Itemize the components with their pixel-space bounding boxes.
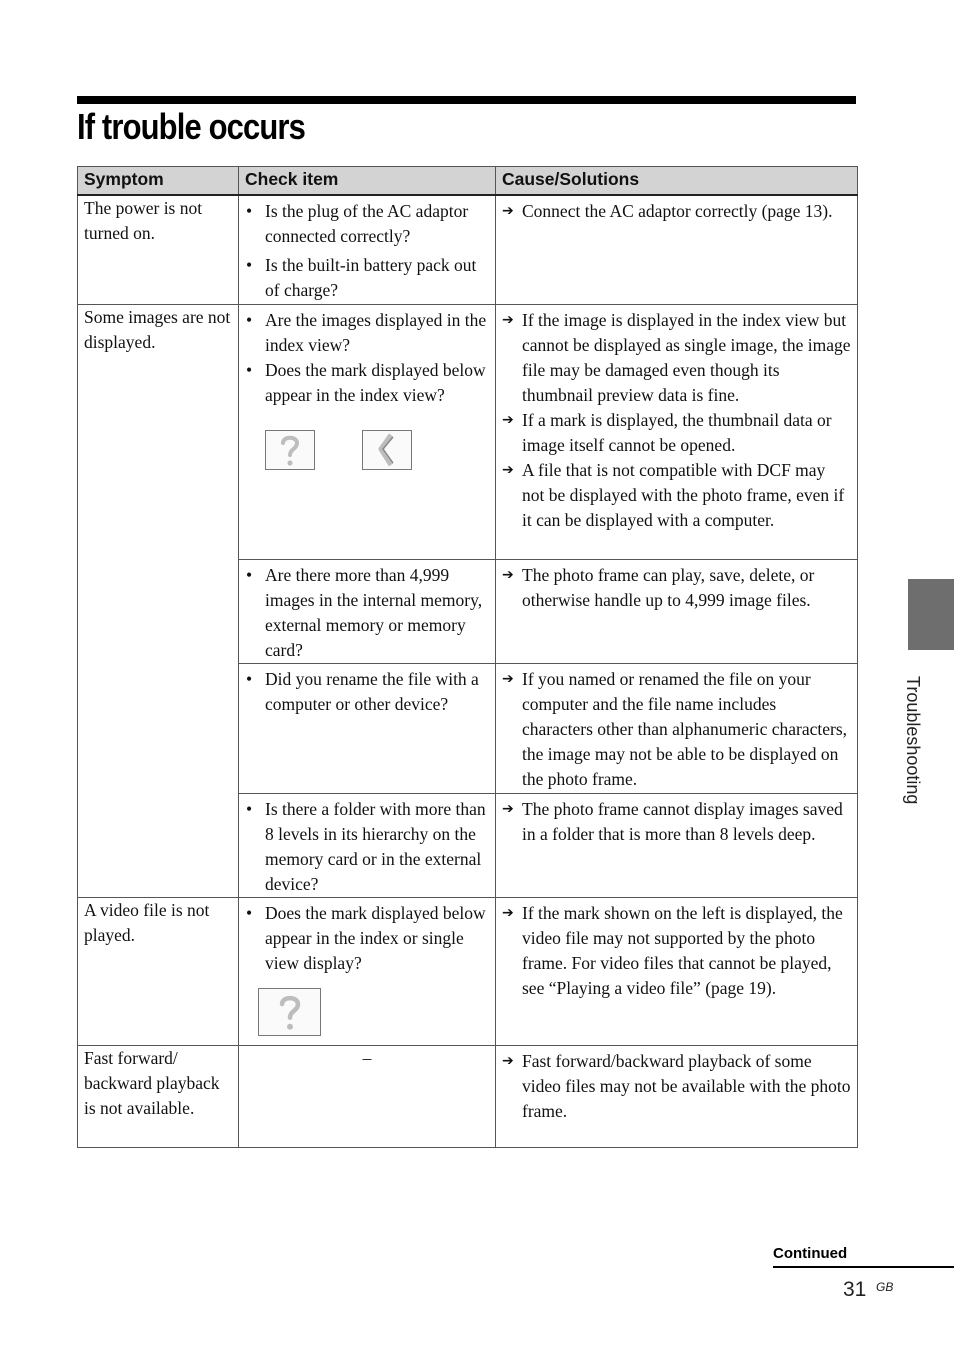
question-mark-icon	[258, 988, 321, 1036]
solution-item: ➔ Fast forward/backward playback of some video files may not be available with the photo frame.	[502, 1050, 851, 1121]
arrow-icon: ➔	[502, 411, 514, 428]
solution-item: ➔ If the image is displayed in the index view but cannot be displayed as single image, the image file may be damaged even though its thumbnail preview data is fine.	[502, 309, 851, 405]
solution-item: ➔ If you named or renamed the file on your computer and the file name includes characters other than alphanumeric characters, the image may not be able to be displayed on the photo frame.	[502, 668, 848, 789]
solution-item: ➔ The photo frame can play, save, delete, or otherwise handle up to 4,999 image files.	[502, 564, 815, 610]
check-item: • Did you rename the file with a computer or other device?	[245, 667, 489, 717]
check-item: • Does the mark displayed below appear in the index view?	[245, 358, 489, 408]
solution-item: ➔ If the mark shown on the left is displayed, the video file may not supported by the photo frame. For video files that cannot be played, see “Playing a video file” (page 19).	[502, 902, 843, 998]
solution-item: ➔ Connect the AC adaptor correctly (page 13).	[502, 199, 851, 224]
broken-image-icon	[362, 430, 412, 470]
check-cell	[239, 793, 496, 897]
symptom-cell: The power is not turned on.	[78, 195, 239, 304]
solution-cell	[496, 663, 858, 793]
arrow-icon: ➔	[502, 461, 514, 478]
page-suffix: GB	[876, 1280, 894, 1294]
arrow-icon: ➔	[502, 1052, 514, 1069]
solution-cell	[496, 793, 858, 897]
check-cell	[239, 897, 496, 1045]
symptom-cell: A video file is not played.	[78, 897, 239, 1045]
section-tab	[908, 579, 954, 650]
table-row	[78, 304, 858, 559]
mark-icons	[245, 408, 489, 478]
check-item: • Are there more than 4,999 images in the internal memory, external memory or memory card?	[245, 563, 489, 663]
check-item: • Are the images displayed in the index view?	[245, 308, 489, 358]
arrow-icon: ➔	[502, 566, 514, 583]
solution-cell	[496, 304, 858, 559]
solution-item: ➔ The photo frame cannot display images saved in a folder that is more than 8 levels deep.	[502, 798, 843, 844]
check-cell	[239, 663, 496, 793]
section-label: Troubleshooting	[903, 676, 923, 805]
check-cell: –	[239, 1045, 496, 1147]
arrow-icon: ➔	[502, 800, 514, 817]
solution-cell	[496, 1045, 858, 1147]
troubleshooting-table	[77, 166, 858, 1148]
page-number: 31	[843, 1278, 867, 1301]
check-item: • Is there a folder with more than 8 levels in its hierarchy on the memory card or in the external device?	[245, 797, 489, 897]
table-row	[78, 1045, 858, 1147]
table-row	[78, 195, 858, 304]
continued-rule	[773, 1266, 954, 1268]
table-header-row	[78, 167, 858, 196]
header-check-item: Check item	[239, 167, 496, 196]
symptom-cell: Fast forward/ backward playback is not available.	[78, 1045, 239, 1147]
solution-item: ➔ If a mark is displayed, the thumbnail data or image itself cannot be opened.	[502, 409, 832, 455]
solution-cell	[496, 559, 858, 663]
arrow-icon: ➔	[502, 203, 514, 219]
solution-item: ➔ A file that is not compatible with DCF may not be displayed with the photo frame, even if it can be displayed with a computer.	[502, 459, 845, 530]
arrow-icon: ➔	[502, 904, 514, 921]
check-cell	[239, 559, 496, 663]
solution-cell	[496, 897, 858, 1045]
check-item: • Is the built-in battery pack out of charge?	[245, 253, 489, 303]
header-cause-solutions: Cause/Solutions	[496, 167, 858, 196]
check-cell	[239, 195, 496, 304]
question-mark-icon	[265, 430, 315, 470]
solution-cell	[496, 195, 858, 304]
symptom-cell: Some images are not displayed.	[78, 304, 239, 897]
check-cell	[239, 304, 496, 559]
check-item: • Does the mark displayed below appear in the index or single view display?	[245, 901, 489, 976]
arrow-icon: ➔	[502, 670, 514, 687]
title-rule	[77, 96, 856, 104]
table-row	[78, 897, 858, 1045]
page-title: If trouble occurs	[77, 106, 305, 147]
continued-label: Continued	[773, 1245, 848, 1262]
arrow-icon: ➔	[502, 311, 514, 328]
check-item: • Is the plug of the AC adaptor connected correctly?	[245, 199, 489, 249]
header-symptom: Symptom	[78, 167, 239, 196]
